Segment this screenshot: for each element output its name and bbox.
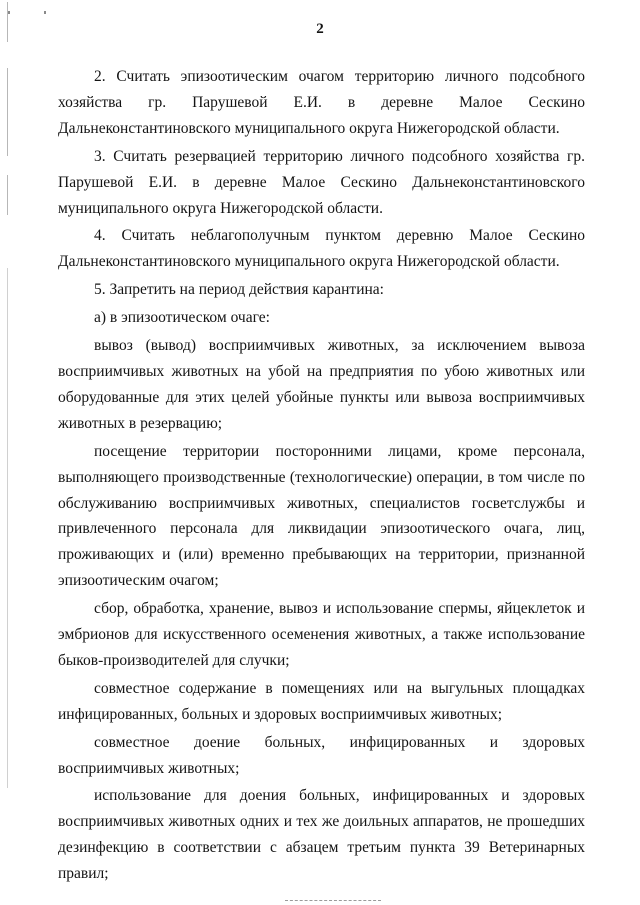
scan-edge-line bbox=[7, 175, 8, 215]
scan-mark bbox=[8, 11, 10, 14]
page-number: 2 bbox=[316, 21, 324, 37]
restriction-joint-milking: совместное доение больных, инфицированных и здоровых восприимчивых животных; bbox=[58, 733, 585, 777]
restriction-sperm: сбор, обработка, хранение, вывоз и использование спермы, яйцеклеток и эмбрионов для искусственного осеменения животных, а также использование быков-производителей для случки; bbox=[58, 600, 585, 669]
paragraph-item-5: 5. Запретить на период действия карантина: bbox=[94, 281, 384, 299]
paragraph-item-3: 3. Считать резервацией территорию личного подсобного хозяйства гр. Парушевой Е.И. в деревне Малое Сескино Дальнеконстантиновского муниципального округа Нижегородской области. bbox=[58, 147, 585, 217]
restriction-joint-keeping: совместное содержание в помещениях или на выгульных площадках инфицированных, больных и здоровых восприимчивых животных; bbox=[58, 679, 585, 723]
restriction-visits: посещение территории посторонними лицами, кроме персонала, выполняющего производственные (технологические) операции, в том числе по обслуживанию восприимчивых животных, специалистов госветслужбы и привлеченного персонала для ликвидации эпизоотического очага, лиц, проживающих и (или) временно пребывающих на территории, признанной эпизоотическим очагом; bbox=[58, 442, 585, 590]
subitem-a-heading: а) в эпизоотическом очаге: bbox=[94, 309, 270, 327]
paragraph-item-4: 4. Считать неблагополучным пунктом деревню Малое Сескино Дальнеконстантиновского муниципального округа Нижегородской области. bbox=[58, 227, 585, 271]
restriction-removal: вывоз (вывод) восприимчивых животных, за исключением вывоза восприимчивых животных на убой на предприятия по убою животных или оборудованные для этих целей убойные пункты или вывоза восприимчивых животных в резервацию; bbox=[58, 337, 585, 432]
document-body bbox=[58, 64, 585, 887]
scan-edge-line bbox=[7, 68, 8, 156]
scan-mark bbox=[44, 11, 46, 14]
scan-edge-line bbox=[7, 268, 8, 788]
restriction-milking-equipment: использование для доения больных, инфицированных и здоровых восприимчивых животных одних и тех же доильных аппаратов, не прошедших дезинфекцию в соответствии с абзацем третьим пункта 39 Ветеринарных правил; bbox=[58, 787, 585, 883]
scan-bottom-mark bbox=[285, 900, 381, 902]
paragraph-item-2: 2. Считать эпизоотическим очагом территорию личного подсобного хозяйства гр. Парушевой Е.И. в деревне Малое Сескино Дальнеконстантиновского муниципального округа Нижегородской области. bbox=[58, 68, 585, 137]
